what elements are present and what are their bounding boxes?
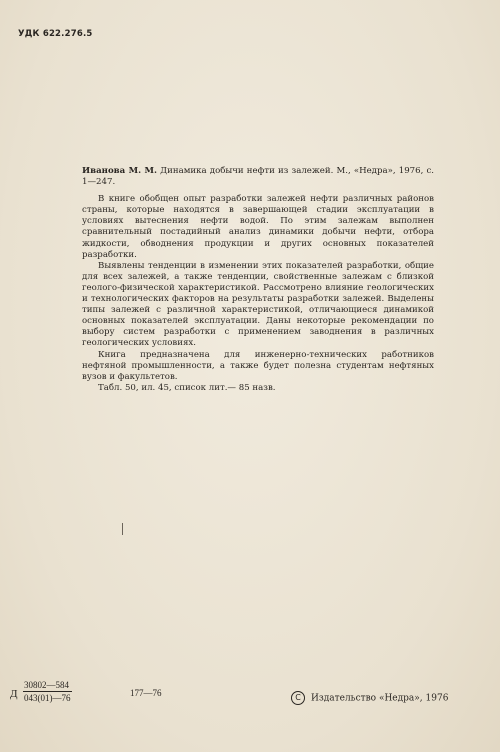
copyright-icon: C: [291, 691, 305, 705]
abstract-paragraph-1: В книге обобщен опыт разработки залежей нефти различных районов страны, которые находятся в завершающей стадии эксплуатации в условиях вытеснения нефти водой. По этим залежам выполнен сравнительный постадийный анализ динамики добычи нефти, отбора жидкости, обводнения продукции и других основных показателей разработки.: [82, 194, 434, 260]
print-mark: [122, 523, 123, 535]
udk-code: УДК 622.276.5: [18, 29, 93, 39]
publication-denominator: 043(01)—76: [24, 693, 71, 703]
publication-fraction: [23, 680, 72, 703]
publication-numerator: 30802—584: [23, 680, 72, 692]
copyright-line: [291, 691, 448, 705]
bibliographic-entry: [82, 166, 434, 188]
tables-figures-note: Табл. 50, ил. 45, список лит.— 85 назв.: [98, 382, 276, 393]
book-title-imprint: Динамика добычи нефти из залежей. М., «Недра», 1976, с. 1—247.: [82, 166, 435, 188]
abstract-paragraph-2: Выявлены тенденции в изменении этих показателей разработки, общие для всех залежей, а также тенденции, свойственные залежам с близкой геолого-физической характеристикой. Рассмотрено влияние геологических и технологических факторов на результаты разработки залежей. Выделены типы залежей с различной характеристикой, отличающиеся динамикой основных показателей эксплуатации. Даны некоторые рекомендации по выбору систем разработки с применением заводнения в различных геологических условиях.: [82, 260, 434, 349]
copyright-text: Издательство «Недра», 1976: [311, 693, 449, 704]
publication-letter: Д: [10, 688, 18, 700]
abstract-paragraph-3: Книга предназначена для инженерно-технических работников нефтяной промышленности, а также будет полезна студентам нефтяных вузов и факультетов.: [82, 349, 434, 382]
author-name: Иванова М. М.: [82, 166, 158, 176]
publication-suffix: 177—76: [130, 688, 162, 698]
abstract-block: [82, 166, 434, 394]
